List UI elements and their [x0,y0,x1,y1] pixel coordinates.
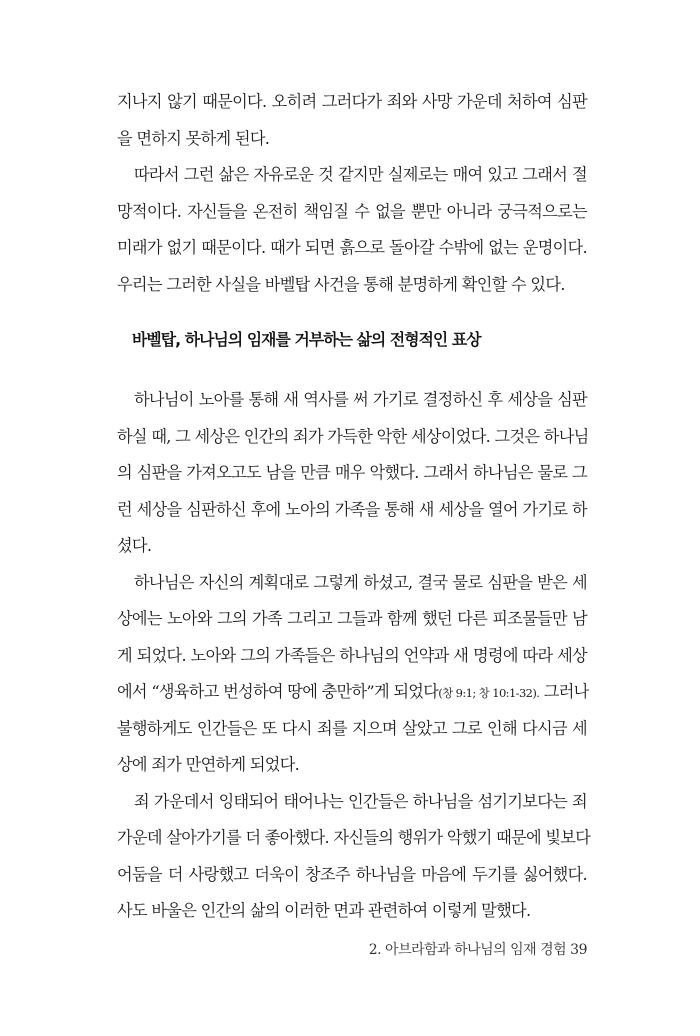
text-line: 사도 바울은 인간의 삶의 이러한 면과 관련하여 이렇게 말했다. [117,901,531,920]
text-line: 지나지 않기 때문이다. 오히려 그러다가 죄와 사망 가운데 처하여 심판 [117,92,587,111]
text-line: 의 심판을 가져오고도 남을 만큼 매우 악했다. 그래서 하나님은 물로 그 [117,463,587,482]
text-line: 게 되었다. 노아와 그의 가족들은 하나님의 언약과 새 명령에 따라 세상 [117,645,587,665]
text-line: 따라서 그런 삶은 자유로운 것 같지만 실제로는 매여 있고 그래서 절 [134,165,587,184]
citation-line-tail: 그러나 [539,682,589,701]
text-line: 하실 때, 그 세상은 인간의 죄가 가득한 악한 세상이었다. 그것은 하나님 [117,426,589,446]
text-line: 가운데 살아가기를 더 좋아했다. 자신들의 행위가 악했기 때문에 빛보다 [117,828,591,847]
running-footer-chapter: 2. 아브라함과 하나님의 임재 경험 [368,942,567,958]
section-heading: 바벨탑, 하나님의 임재를 거부하는 삶의 전형적인 표상 [132,330,481,349]
text-line: 셨다. [117,536,152,555]
scripture-reference: (창 9:1; 창 10:1-32). [438,686,540,700]
text-line: 불행하게도 인간들은 또 다시 죄를 지으며 살았고 그로 인해 다시금 세 [117,718,587,738]
text-line: 상에 죄가 만연하게 되었다. [117,755,300,774]
body-text-section-1 [117,84,587,303]
page-number: 39 [570,942,587,958]
text-line: 죄 가운데서 잉태되어 태어나는 인간들은 하나님을 섬기기보다는 죄 [134,791,587,811]
text-line: 하나님은 자신의 계획대로 그렇게 하셨고, 결국 물로 심판을 받은 세 [134,572,587,592]
text-line: 어둠을 더 사랑했고 더욱이 창조주 하나님을 마음에 두기를 싫어했다. [117,864,587,884]
text-line: 을 면하지 못하게 된다. [117,128,270,148]
citation-line [117,674,587,711]
text-line: 상에는 노아와 그의 가족 그리고 그들과 함께 했던 다른 피조물들만 남 [117,609,587,628]
citation-line-text: 에서 “생육하고 번성하여 땅에 충만하”게 되었다 [117,682,439,701]
text-line: 망적이다. 자신들을 온전히 책임질 수 없을 뿐만 아니라 궁극적으로는 [117,201,587,221]
text-line: 미래가 없기 때문이다. 때가 되면 흙으로 돌아갈 수밖에 없는 운명이다. [117,238,587,257]
page-footer [360,940,587,960]
text-line: 하나님이 노아를 통해 새 역사를 써 가기로 결정하신 후 세상을 심판 [134,390,587,409]
body-text-section-2 [117,382,591,930]
text-line: 우리는 그러한 사실을 바벨탑 사건을 통해 분명하게 확인할 수 있다. [117,274,565,294]
text-line: 런 세상을 심판하신 후에 노아의 가족을 통해 새 세상을 열어 가기로 하 [117,499,587,519]
